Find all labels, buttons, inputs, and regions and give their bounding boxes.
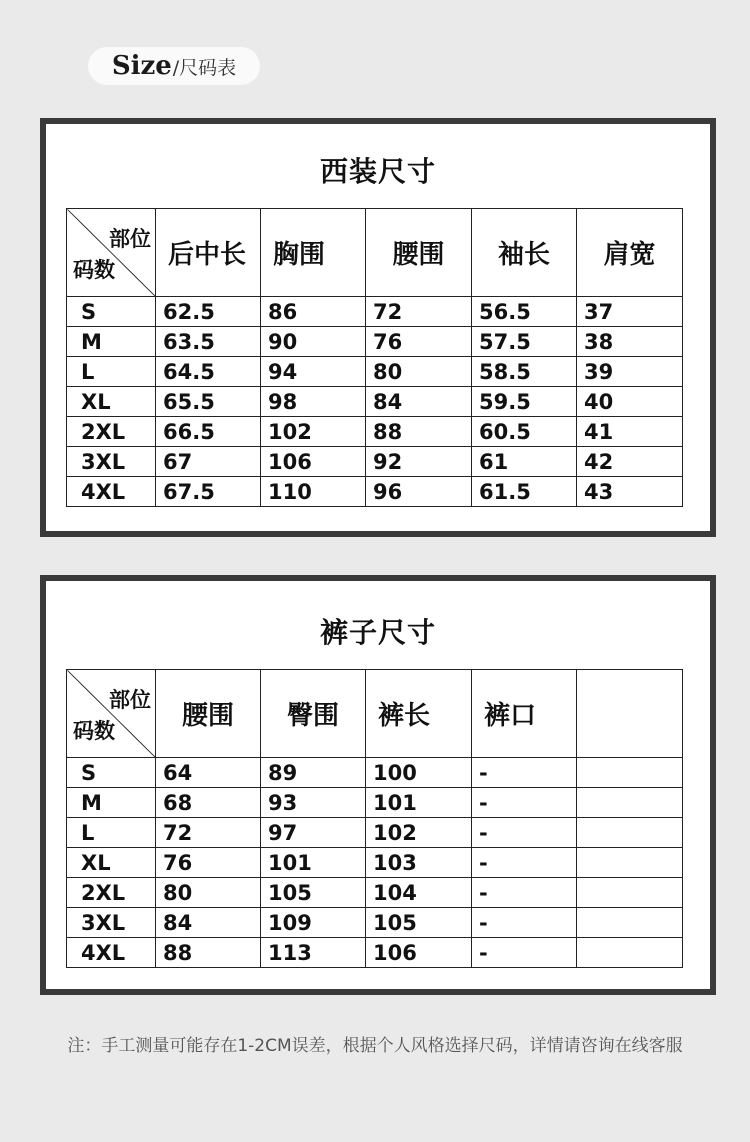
measurement-cell: 59.5 [472, 387, 577, 417]
measurement-cell: 43 [577, 477, 683, 507]
measurement-cell: 67 [156, 447, 261, 477]
measurement-cell: 102 [261, 417, 366, 447]
table-row [67, 477, 683, 507]
measurement-cell: 80 [156, 878, 261, 908]
pants-size-panel [40, 575, 716, 995]
measurement-cell: 57.5 [472, 327, 577, 357]
measurement-cell: 42 [577, 447, 683, 477]
column-header [577, 670, 683, 758]
table-row [67, 788, 683, 818]
measurement-cell: 98 [261, 387, 366, 417]
size-cell: 3XL [67, 908, 156, 938]
column-header: 后中长 [156, 209, 261, 297]
table-row [67, 758, 683, 788]
table-row [67, 818, 683, 848]
column-header: 袖长 [472, 209, 577, 297]
measurement-cell: 39 [577, 357, 683, 387]
measurement-cell: 101 [366, 788, 472, 818]
measurement-cell: 63.5 [156, 327, 261, 357]
table-row [67, 878, 683, 908]
measurement-cell [577, 788, 683, 818]
size-cell: XL [67, 387, 156, 417]
size-cell: 2XL [67, 417, 156, 447]
measurement-cell: - [472, 848, 577, 878]
measurement-cell: 37 [577, 297, 683, 327]
size-cell: L [67, 357, 156, 387]
measurement-note: 注：手工测量可能存在1-2CM误差，根据个人风格选择尺码，详情请咨询在线客服 [67, 1036, 683, 1056]
suit-panel-title: 西装尺寸 [319, 155, 436, 188]
column-header: 胸围 [261, 209, 366, 297]
size-cell: XL [67, 848, 156, 878]
measurement-cell [577, 848, 683, 878]
measurement-cell: 101 [261, 848, 366, 878]
measurement-cell: 88 [366, 417, 472, 447]
table-row [67, 297, 683, 327]
size-cell: L [67, 818, 156, 848]
measurement-cell: 84 [366, 387, 472, 417]
measurement-cell: 113 [261, 938, 366, 968]
table-row [67, 848, 683, 878]
size-cell: 4XL [67, 938, 156, 968]
measurement-cell: 58.5 [472, 357, 577, 387]
measurement-cell: 86 [261, 297, 366, 327]
measurement-cell: 68 [156, 788, 261, 818]
measurement-cell: 65.5 [156, 387, 261, 417]
table-row [67, 417, 683, 447]
column-header: 裤口 [472, 670, 577, 758]
measurement-cell [577, 758, 683, 788]
measurement-cell: 109 [261, 908, 366, 938]
table-header-row [67, 209, 683, 297]
measurement-cell: 106 [261, 447, 366, 477]
measurement-cell [577, 908, 683, 938]
measurement-cell: - [472, 818, 577, 848]
measurement-cell: 105 [366, 908, 472, 938]
measurement-cell: 90 [261, 327, 366, 357]
measurement-cell: 100 [366, 758, 472, 788]
measurement-cell: 110 [261, 477, 366, 507]
size-cell: S [67, 297, 156, 327]
table-corner-cell [67, 209, 156, 297]
size-cell: M [67, 788, 156, 818]
measurement-cell: 105 [261, 878, 366, 908]
table-row [67, 357, 683, 387]
pants-size-table [66, 669, 683, 968]
measurement-cell: - [472, 908, 577, 938]
measurement-cell: 103 [366, 848, 472, 878]
measurement-cell: 93 [261, 788, 366, 818]
suit-size-table [66, 208, 683, 507]
measurement-cell: 72 [366, 297, 472, 327]
measurement-cell: 76 [366, 327, 472, 357]
measurement-cell: 67.5 [156, 477, 261, 507]
measurement-cell [577, 938, 683, 968]
measurement-cell: 66.5 [156, 417, 261, 447]
measurement-cell: 61.5 [472, 477, 577, 507]
table-row [67, 327, 683, 357]
table-row [67, 447, 683, 477]
size-cell: 4XL [67, 477, 156, 507]
pants-panel-title: 裤子尺寸 [319, 616, 436, 649]
measurement-cell: 97 [261, 818, 366, 848]
table-row [67, 908, 683, 938]
size-cell: S [67, 758, 156, 788]
measurement-cell: 38 [577, 327, 683, 357]
measurement-cell: 76 [156, 848, 261, 878]
column-header: 肩宽 [577, 209, 683, 297]
size-cell: 3XL [67, 447, 156, 477]
measurement-cell: 102 [366, 818, 472, 848]
measurement-cell [577, 818, 683, 848]
measurement-cell: 88 [156, 938, 261, 968]
corner-label-size: 码数 [73, 719, 115, 743]
size-label-zh: /尺码表 [172, 56, 237, 79]
corner-label-part: 部位 [109, 688, 151, 712]
size-cell: 2XL [67, 878, 156, 908]
measurement-cell: 84 [156, 908, 261, 938]
measurement-cell: 104 [366, 878, 472, 908]
corner-label-part: 部位 [109, 227, 151, 251]
size-label-en: Size [111, 51, 172, 81]
measurement-cell: 56.5 [472, 297, 577, 327]
measurement-cell: 64.5 [156, 357, 261, 387]
measurement-cell: - [472, 758, 577, 788]
measurement-cell: 40 [577, 387, 683, 417]
measurement-cell: 62.5 [156, 297, 261, 327]
measurement-cell: 64 [156, 758, 261, 788]
column-header: 裤长 [366, 670, 472, 758]
measurement-cell: 41 [577, 417, 683, 447]
table-corner-cell [67, 670, 156, 758]
pants-table-body [67, 758, 683, 968]
suit-table-body [67, 297, 683, 507]
measurement-cell: 89 [261, 758, 366, 788]
table-header-row [67, 670, 683, 758]
table-row [67, 387, 683, 417]
measurement-cell: 92 [366, 447, 472, 477]
measurement-cell: 94 [261, 357, 366, 387]
measurement-cell: 61 [472, 447, 577, 477]
measurement-cell: 72 [156, 818, 261, 848]
table-row [67, 938, 683, 968]
measurement-cell: 80 [366, 357, 472, 387]
measurement-cell: - [472, 878, 577, 908]
measurement-cell [577, 878, 683, 908]
suit-size-panel [40, 118, 716, 537]
column-header: 腰围 [156, 670, 261, 758]
measurement-cell: - [472, 938, 577, 968]
size-chart-label [88, 47, 260, 85]
size-cell: M [67, 327, 156, 357]
column-header: 腰围 [366, 209, 472, 297]
corner-label-size: 码数 [73, 258, 115, 282]
measurement-cell: - [472, 788, 577, 818]
measurement-cell: 106 [366, 938, 472, 968]
measurement-cell: 60.5 [472, 417, 577, 447]
column-header: 臀围 [261, 670, 366, 758]
measurement-cell: 96 [366, 477, 472, 507]
